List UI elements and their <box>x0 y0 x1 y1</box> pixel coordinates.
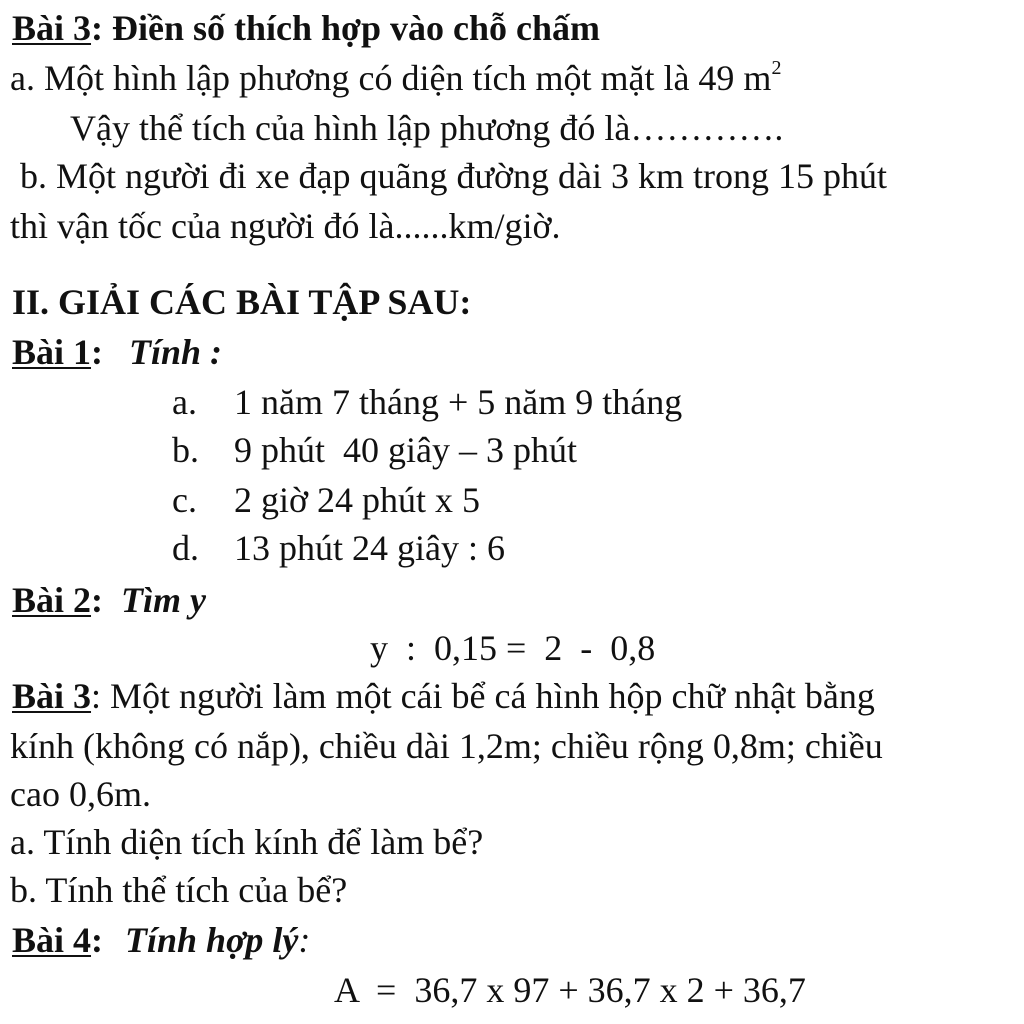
bai1-colon: : <box>91 332 104 372</box>
bai1-heading <box>12 334 222 370</box>
bai4-label: Bài 4 <box>12 920 92 960</box>
bai3-line2: kính (không có nắp), chiều dài 1,2m; chiều rộng 0,8m; chiều <box>10 726 883 766</box>
bai2-heading <box>12 582 206 618</box>
part1-a-text: a. Một hình lập phương có diện tích một mặt là 49 m <box>10 58 772 98</box>
part1-heading-text: : Điền số thích hợp vào chỗ chấm <box>91 8 600 48</box>
part1-b-line1: b. Một người đi xe đạp quãng đường dài 3 km trong 15 phút <box>20 156 888 196</box>
bai3-line1 <box>12 678 875 714</box>
bai4-title: Tính hợp lý <box>125 920 299 960</box>
bai1-item-a <box>172 384 682 420</box>
bai3-line3: cao 0,6m. <box>10 774 151 814</box>
bai2-colon: : <box>91 580 104 620</box>
part1-b-line2: thì vận tốc của người đó là......km/giờ. <box>10 206 561 246</box>
bai4-colon: : <box>91 920 104 960</box>
bai2-title: Tìm y <box>121 580 206 620</box>
bai1-item-marker: c. <box>172 480 197 520</box>
bai1-item-marker: b. <box>172 430 199 470</box>
part1-heading-label: Bài 3 <box>12 8 92 48</box>
bai3-question-b: b. Tính thể tích của bể? <box>10 870 348 910</box>
bai1-title: Tính : <box>129 332 223 372</box>
bai1-item-c <box>172 482 480 518</box>
part1-heading <box>12 10 600 46</box>
bai1-item-text: 2 giờ 24 phút x 5 <box>234 480 481 520</box>
bai1-item-text: 13 phút 24 giây : 6 <box>234 528 505 568</box>
bai1-item-text: 1 năm 7 tháng + 5 năm 9 tháng <box>234 382 683 422</box>
part1-a-line1 <box>10 57 782 98</box>
bai1-item-d <box>172 530 505 566</box>
bai4-title-colon: : <box>298 920 311 960</box>
bai1-item-b <box>172 432 577 468</box>
section2-title: II. GIẢI CÁC BÀI TẬP SAU: <box>12 282 472 322</box>
bai1-label: Bài 1 <box>12 332 92 372</box>
part1-a-line2: Vậy thể tích của hình lập phương đó là…………. <box>70 108 784 148</box>
bai1-item-marker: d. <box>172 528 199 568</box>
bai4-heading <box>12 922 310 958</box>
bai3-label: Bài 3 <box>12 676 92 716</box>
bai3-question-a: a. Tính diện tích kính để làm bể? <box>10 822 484 862</box>
bai3-text: : Một người làm một cái bể cá hình hộp chữ nhật bằng <box>91 676 875 716</box>
bai1-item-text: 9 phút 40 giây – 3 phút <box>234 430 577 470</box>
part1-a-superscript: 2 <box>771 57 782 79</box>
bai2-label: Bài 2 <box>12 580 92 620</box>
bai4-expression: A = 36,7 x 97 + 36,7 x 2 + 36,7 <box>334 970 806 1010</box>
bai1-item-marker: a. <box>172 382 197 422</box>
bai2-equation: y : 0,15 = 2 - 0,8 <box>370 628 656 668</box>
